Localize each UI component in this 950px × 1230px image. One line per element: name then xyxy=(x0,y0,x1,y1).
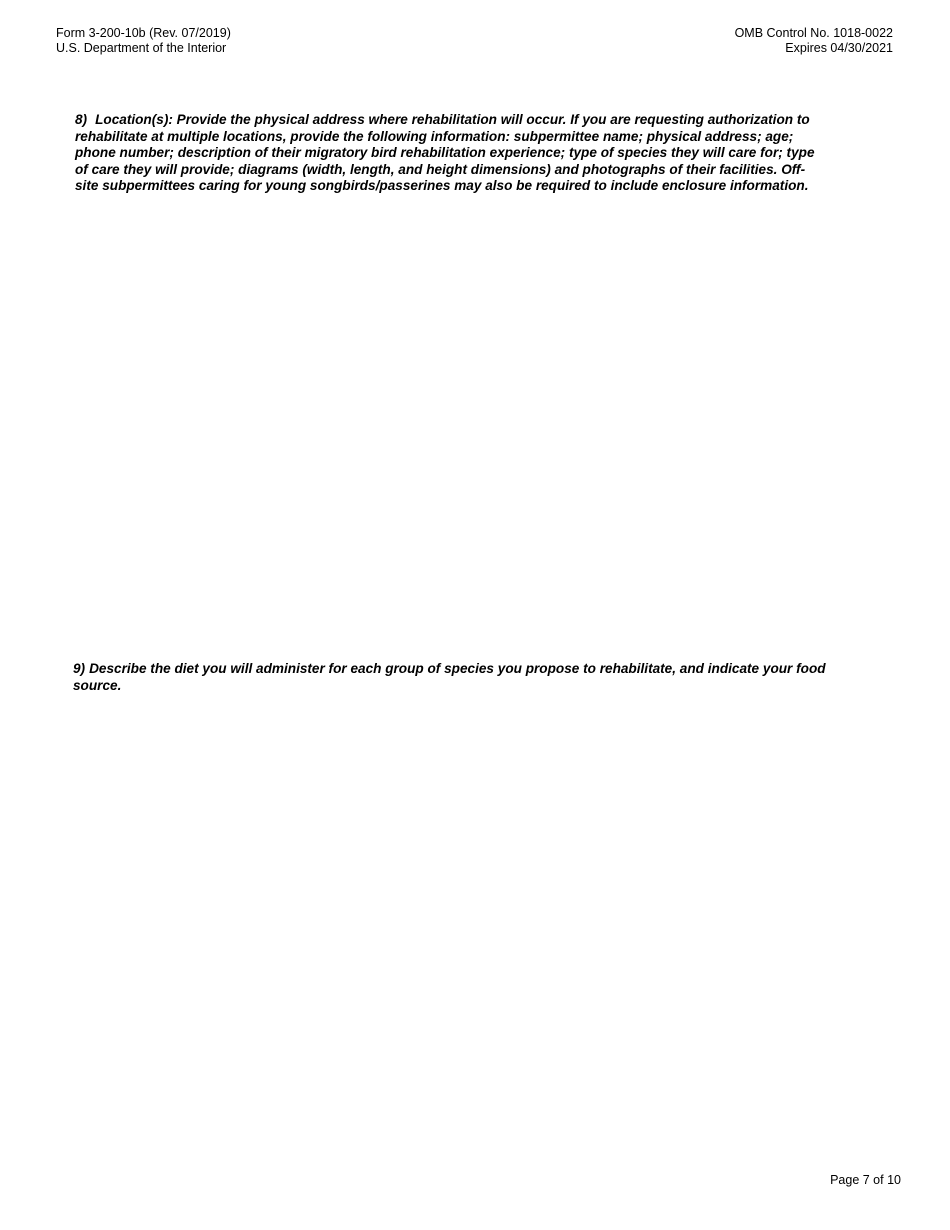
page-number: Page 7 of 10 xyxy=(830,1173,901,1187)
question-8 xyxy=(75,112,845,195)
omb-control-number: OMB Control No. 1018-0022 xyxy=(734,26,893,40)
question-8-line-5: site subpermittees caring for young songbirds/passerines may also be required to include enclosure information. xyxy=(75,178,809,193)
question-9-line-1: 9) Describe the diet you will administer for each group of species you propose to rehabilitate, and indicate your food xyxy=(73,661,826,676)
question-9-number: 9) xyxy=(73,661,86,676)
question-8-response-area[interactable] xyxy=(56,205,894,645)
form-header-right xyxy=(735,26,893,56)
question-8-line-4: of care they will provide; diagrams (width, length, and height dimensions) and photographs of their facilities. Off- xyxy=(75,161,806,177)
question-9 xyxy=(73,661,853,694)
question-9-line-2: source. xyxy=(73,677,122,693)
form-id: Form 3-200-10b (Rev. 07/2019) xyxy=(56,26,231,40)
form-header-left xyxy=(56,26,231,56)
question-8-line-3: phone number; description of their migratory bird rehabilitation experience; type of species they will care for; type xyxy=(75,145,815,160)
department-name: U.S. Department of the Interior xyxy=(56,41,227,55)
question-8-line-2: rehabilitate at multiple locations, provide the following information: subpermittee name; physical address; age; xyxy=(75,128,794,144)
expiration-date: Expires 04/30/2021 xyxy=(785,41,893,55)
question-9-response-area[interactable] xyxy=(56,705,894,1145)
question-8-number: 8) xyxy=(75,112,88,127)
question-8-line-1: 8) Location(s): Provide the physical address where rehabilitation will occur. If you are requesting authorization to xyxy=(75,112,810,127)
